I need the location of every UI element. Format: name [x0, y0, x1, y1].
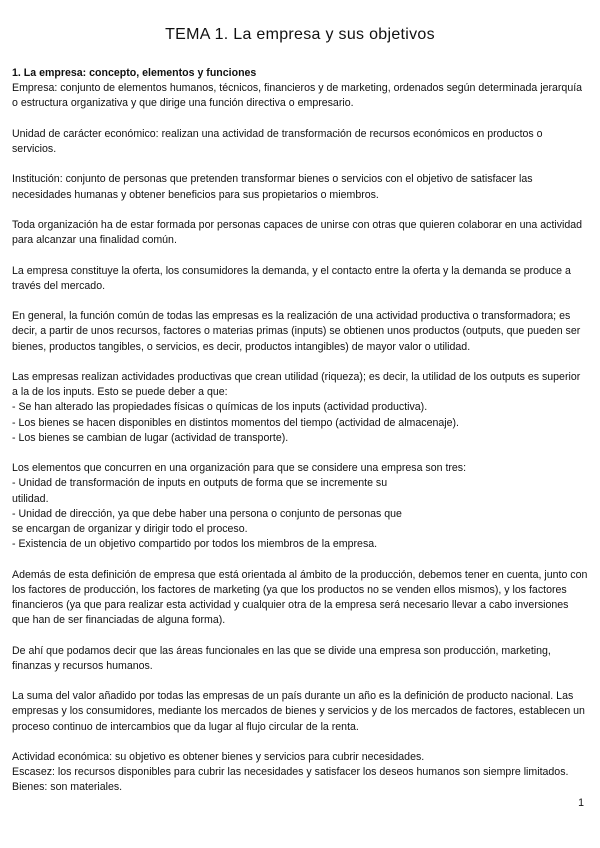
list-item: - Los bienes se hacen disponibles en distintos momentos del tiempo (actividad de almacenaje).	[12, 416, 459, 429]
list-item: - Se han alterado las propiedades físicas o químicas de los inputs (actividad productiva).	[12, 401, 428, 414]
list-item: - Unidad de dirección, ya que debe haber una persona o conjunto de personas que	[12, 507, 402, 520]
paragraph-organizacion: Toda organización ha de estar formada por personas capaces de unirse con otras que quieren colaborar en una actividad para alcanzar una finalidad común.	[12, 218, 583, 247]
document-body	[12, 66, 588, 811]
paragraph-institucion: Institución: conjunto de personas que pretenden transformar bienes o servicios con el objetivo de satisfacer las necesidades humanas y obtener beneficios para sus propietarios o miembros.	[12, 173, 533, 201]
document-title: TEMA 1. La empresa y sus objetivos	[165, 26, 435, 43]
paragraph-funcion-comun: En general, la función común de todas las empresas es la realización de una actividad productiva o transformadora; es decir, a partir de unos recursos, factores o materias primas (inputs) se obtienen unos productos (outputs, que pueden ser bienes, productos tangibles, o servicios, es decir, productos intangibles) de mayor valor o utilidad.	[12, 310, 581, 353]
document-page	[12, 0, 588, 848]
definition-line: Actividad económica: su objetivo es obtener bienes y servicios para cubrir necesidades.	[12, 750, 425, 763]
paragraph-unidad-economica: Unidad de carácter económico: realizan una actividad de transformación de recursos económicos en productos o servicios.	[12, 127, 543, 155]
paragraph-elementos	[12, 461, 588, 552]
paragraph-empresa	[12, 66, 588, 112]
paragraph-definiciones	[12, 750, 588, 796]
list-item: - Unidad de transformación de inputs en outputs de forma que se incremente su	[12, 477, 388, 490]
list-item: - Existencia de un objetivo compartido por todos los miembros de la empresa.	[12, 538, 378, 551]
paragraph-areas-funcionales: De ahí que podamos decir que las áreas funcionales en las que se divide una empresa son producción, marketing, finanzas y recursos humanos.	[12, 644, 551, 672]
section-heading: 1. La empresa: concepto, elementos y funciones	[12, 67, 257, 79]
definition-line: Escasez: los recursos disponibles para cubrir las necesidades y satisfacer los deseos humanos son siempre limitados.	[12, 766, 569, 779]
paragraph-producto-nacional: La suma del valor añadido por todas las empresas de un país durante un año es la definición de producto nacional. Las empresas y los consumidores, mediante los mercados de bienes y servicios y de los mercados de factores, establecen un proceso continuo de intercambios que da lugar al flujo circular de la renta.	[12, 690, 585, 733]
list-item: utilidad.	[12, 492, 49, 505]
list-item: se encargan de organizar y dirigir todo el proceso.	[12, 522, 248, 535]
paragraph-intro: Las empresas realizan actividades productivas que crean utilidad (riqueza); es decir, la utilidad de los outputs es superior a la de los inputs. Esto se puede deber a que:	[12, 370, 581, 399]
paragraph-oferta-demanda: La empresa constituye la oferta, los consumidores la demanda, y el contacto entre la oferta y la demanda se produce a través del mercado.	[12, 264, 571, 292]
paragraph-intro: Los elementos que concurren en una organización para que se considere una empresa son tres:	[12, 462, 467, 475]
paragraph-text: Empresa: conjunto de elementos humanos, técnicos, financieros y de marketing, ordenados según determinada jerarquía o estructura organizativa y que dirige una función directiva o empresario.	[12, 82, 583, 110]
page-number: 1	[578, 797, 584, 809]
list-item: - Los bienes se cambian de lugar (actividad de transporte).	[12, 431, 289, 444]
definition-line: Bienes: son materiales.	[12, 781, 123, 794]
paragraph-factores: Además de esta definición de empresa que está orientada al ámbito de la producción, debemos tener en cuenta, junto con los factores de producción, los factores de marketing (ya que los productos no se venden ellos mismos), y los factores financieros (ya que para realizar esta actividad y cualquier otra de la empresa será necesario llevar a cabo inversiones que han de ser financiadas de alguna forma).	[12, 568, 588, 627]
paragraph-utilidad	[12, 370, 588, 446]
